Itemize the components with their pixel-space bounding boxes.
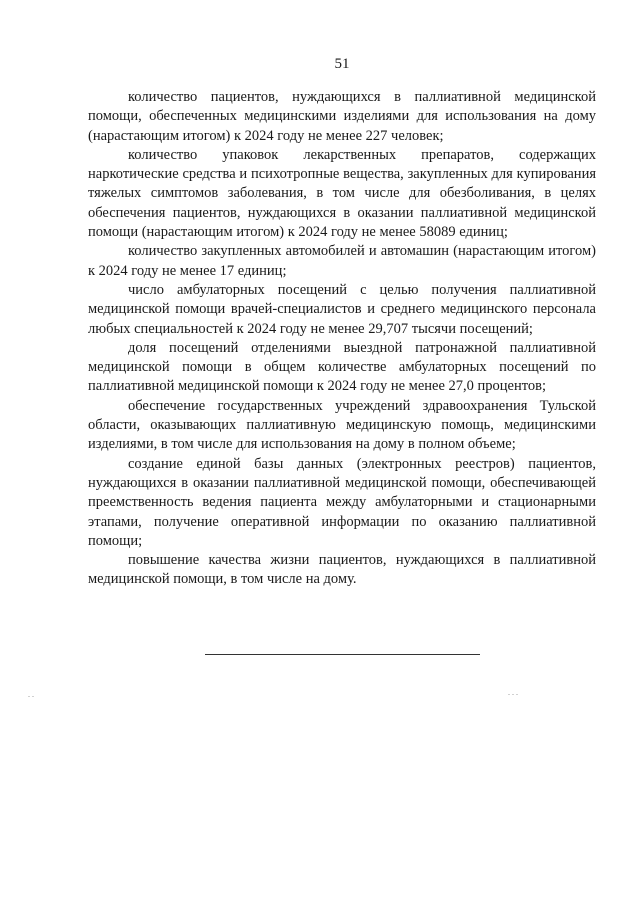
- paragraph: число амбулаторных посещений с целью получения паллиативной медицинской помощи врачей-специалистов и среднего медицинского персонала любых специальностей к 2024 году не менее 29,707 тысячи посещений;: [88, 281, 596, 337]
- end-separator-line: [205, 654, 480, 655]
- paragraph: обеспечение государственных учреждений здравоохранения Тульской области, оказывающих паллиативную медицинскую помощь, медицинскими изделиями, в том числе для использования на дому в полном объеме;: [88, 397, 596, 453]
- document-body: [88, 88, 596, 590]
- paragraph: количество упаковок лекарственных препаратов, содержащих наркотические средства и психотропные вещества, закупленных для купирования тяжелых симптомов заболевания, в том числе для обезболивания, в целях обеспечения пациентов, нуждающихся в оказании паллиативной медицинской помощи (нарастающим итогом) к 2024 году не менее 58089 единиц;: [88, 146, 596, 241]
- paragraph: повышение качества жизни пациентов, нуждающихся в паллиативной медицинской помощи, в том числе на дому.: [88, 552, 596, 588]
- paragraph: создание единой базы данных (электронных реестров) пациентов, нуждающихся в оказании паллиативной медицинской помощи, обеспечивающей преемственность ведения пациента между амбулаторными и стационарными этапами, получение оперативной информации по оказанию паллиативной помощи;: [88, 455, 596, 549]
- paragraph: доля посещений отделениями выездной патронажной паллиативной медицинской помощи в общем количестве амбулаторных посещений по паллиативной медицинской помощи к 2024 году не менее 27,0 процентов;: [88, 339, 596, 395]
- page-number: 51: [334, 56, 350, 72]
- paragraph: количество закупленных автомобилей и автомашин (нарастающим итогом) к 2024 году не менее 17 единиц;: [88, 243, 596, 279]
- scan-artifact: . . .: [508, 688, 518, 697]
- paragraph: количество пациентов, нуждающихся в паллиативной медицинской помощи, обеспеченных медицинскими изделиями для использования на дому (нарастающим итогом) к 2024 году не менее 227 человек;: [88, 89, 596, 144]
- scan-artifact: . .: [28, 690, 34, 699]
